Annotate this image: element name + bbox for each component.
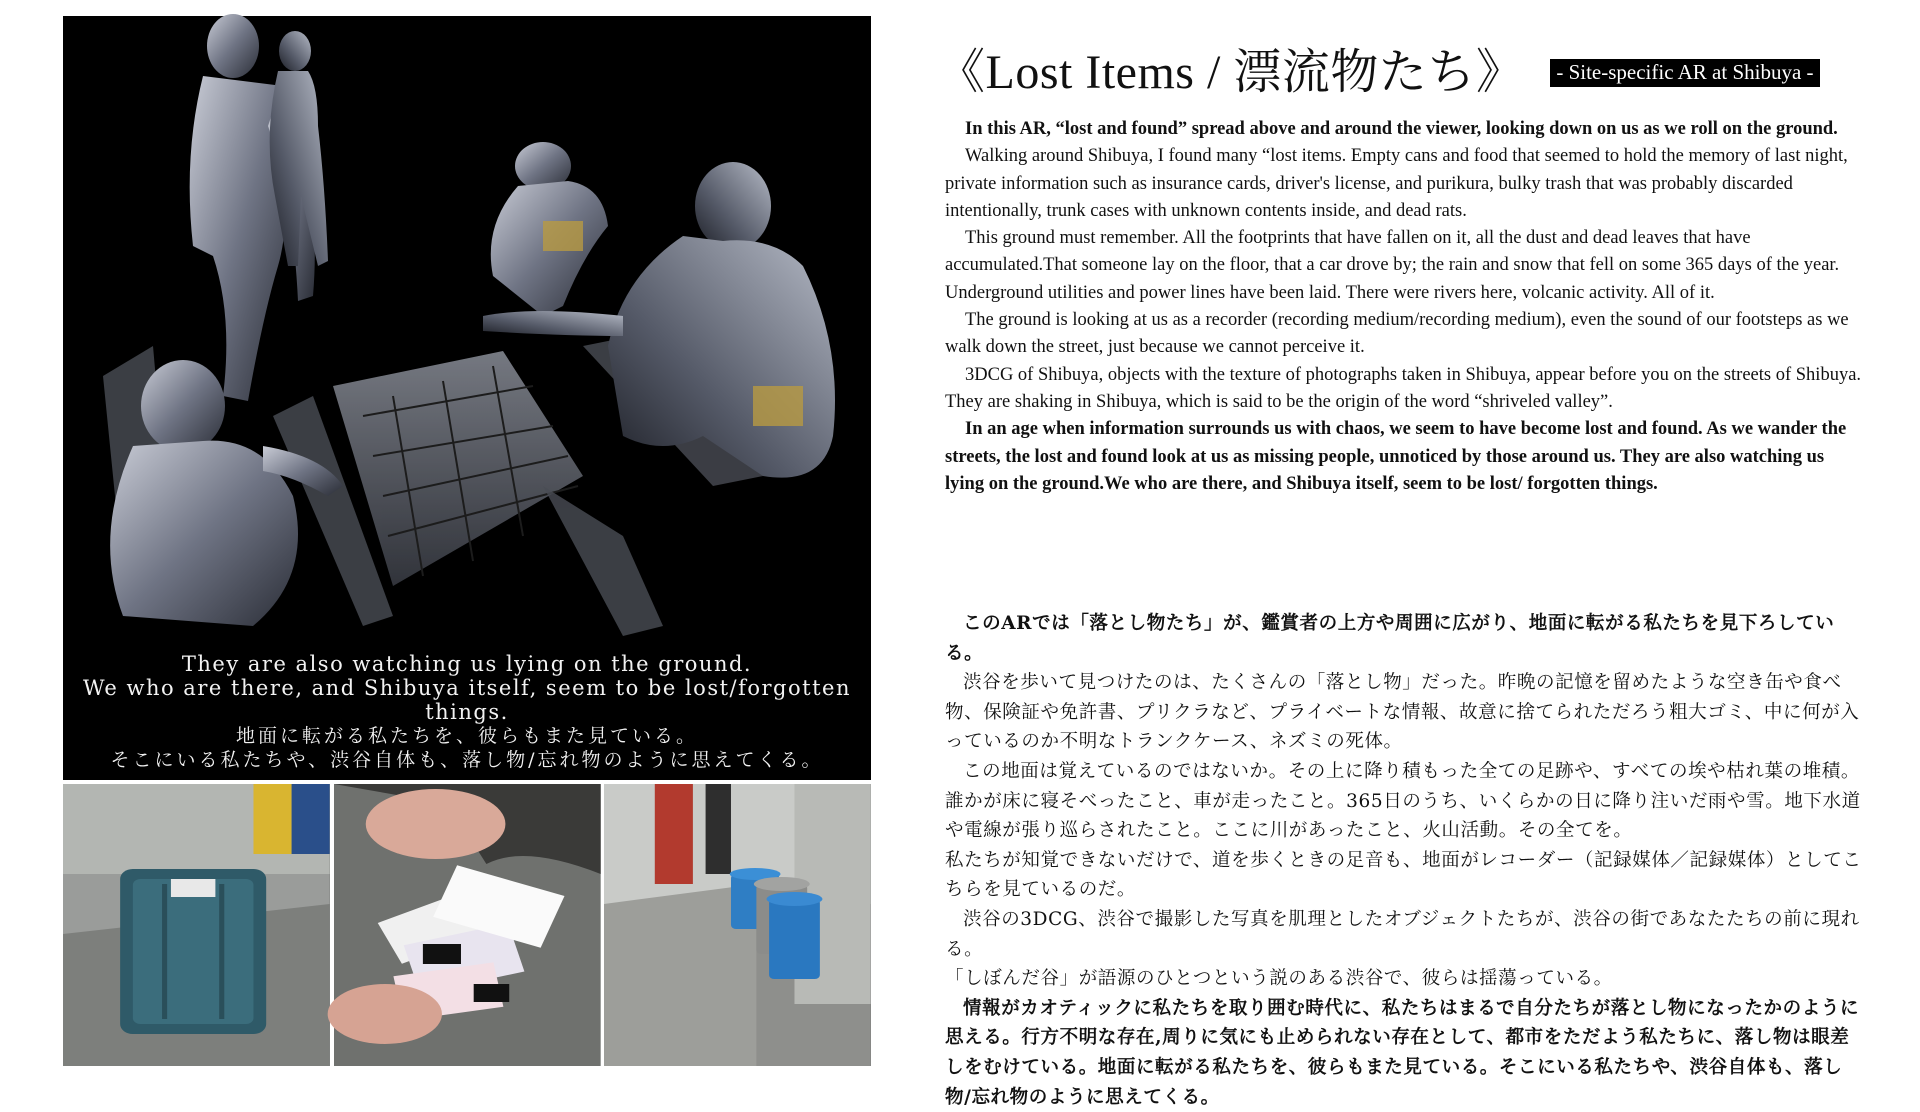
photo-strip [63, 784, 871, 1066]
jp-paragraph-7: 情報がカオティックに私たちを取り囲む時代に、私たちはまるで自分たちが落とし物になったかのように思える。行方不明な存在,周りに気にも止められない存在として、都市をただよう私たちに、落し物は眼差しをむけている。地面に転がる私たちを、彼らもまた見ている。そこにいる私たちや、渋谷自体も、落し物/忘れ物のように思えてくる。 [945, 997, 1860, 1108]
en-paragraph-4: The ground is looking at us as a recorder (recording medium/recording medium), even the sound of our footsteps as we walk down the street, just because we cannot perceive it. [945, 310, 1849, 358]
header [937, 36, 1877, 98]
english-text [945, 116, 1865, 498]
cards-photo-illustration [334, 784, 601, 1066]
photo-alley-trash-bins [604, 784, 871, 1066]
hero-caption-jp-line-1: 地面に転がる私たちを、彼らもまた見ている。 [235, 725, 698, 747]
jp-paragraph-3: この地面は覚えているのではないか。その上に降り積もった全ての足跡や、すべての埃や枯れ葉の堆積。誰かが床に寝そべったこと、車が走ったこと。365日のうち、いくらかの日に降り注いだ雨や雪。地下水道や電線が張り巡らされたこと。ここに川があったこと、火山活動。その全てを。 [945, 760, 1861, 842]
en-paragraph-7: In an age when information surrounds us with chaos, we seem to have become lost and found. As we wander the streets, the lost and found look at us as missing people, unnoticed by those around us. They are also watching us lying on the ground.We who are there, and Shibuya itself, seem to be lost/ forgotten things. [945, 419, 1847, 494]
en-paragraph-5: 3DCG of Shibuya, objects with the texture of photographs taken in Shibuya, appear before you on the streets of Shibuya. [965, 364, 1862, 385]
jp-paragraph-4: 私たちが知覚できないだけで、道を歩くときの足音も、地面がレコーダー（記録媒体／記録媒体）としてこちらを見ているのだ。 [945, 849, 1862, 901]
hero-caption-en-line-2: We who are there, and Shibuya itself, seem to be lost/forgotten things. [83, 676, 851, 724]
en-paragraph-1: In this AR, “lost and found” spread above and around the viewer, looking down on us as we roll on the ground. [965, 119, 1838, 139]
photo-ids-and-cards [334, 784, 601, 1066]
en-paragraph-6: They are shaking in Shibuya, which is said to be the origin of the word “shriveled valley”. [945, 391, 1613, 412]
jp-paragraph-5: 渋谷の3DCG、渋谷で撮影した写真を肌理としたオブジェクトたちが、渋谷の街であなたたちの前に現れる。 [945, 908, 1860, 960]
jp-paragraph-1: このARでは「落とし物たち」が、鑑賞者の上方や周囲に広がり、地面に転がる私たちを見下ろしている。 [945, 613, 1835, 664]
ar-render-image [63, 16, 871, 780]
jp-paragraph-6: 「しぼんだ谷」が語源のひとつという説のある渋谷で、彼らは揺蕩っている。 [945, 968, 1613, 990]
en-paragraph-3: This ground must remember. All the footprints that have fallen on it, all the dust and dead leaves that have accumulated.That someone lay on the floor, that a car drove by; the rain and snow that fell on some 365 days of the year. Underground utilities and power lines have been laid. There were rivers here, volcanic activity. All of it. [945, 228, 1840, 303]
photo-suitcase [63, 784, 330, 1066]
hero-caption-en-line-1: They are also watching us lying on the ground. [181, 652, 753, 676]
hero-caption [63, 652, 871, 772]
hero-caption-jp-line-2: そこにいる私たちや、渋谷自体も、落し物/忘れ物のように思えてくる。 [110, 749, 824, 771]
japanese-text [945, 609, 1865, 1112]
page-title: 《Lost Items / 漂流物たち》 [937, 45, 1525, 99]
jp-paragraph-2: 渋谷を歩いて見つけたのは、たくさんの「落とし物」だった。昨晩の記憶を留めたような空き缶や食べ物、保険証や免許書、プリクラなど、プライベートな情報、故意に捨てられただろう粗大ゴミ、中に何が入っているのか不明なトランクケース、ネズミの死体。 [945, 672, 1860, 753]
subtitle-badge: - Site-specific AR at Shibuya - [1550, 59, 1819, 87]
alley-photo-illustration [604, 784, 871, 1066]
suitcase-photo-illustration [63, 784, 330, 1066]
en-paragraph-2: Walking around Shibuya, I found many “lost items. Empty cans and food that seemed to hold the memory of last night, private information such as insurance cards, driver's license, and purikura, bulky trash that was probably discarded intentionally, trunk cases with unknown contents inside, and dead rats. [945, 146, 1848, 221]
